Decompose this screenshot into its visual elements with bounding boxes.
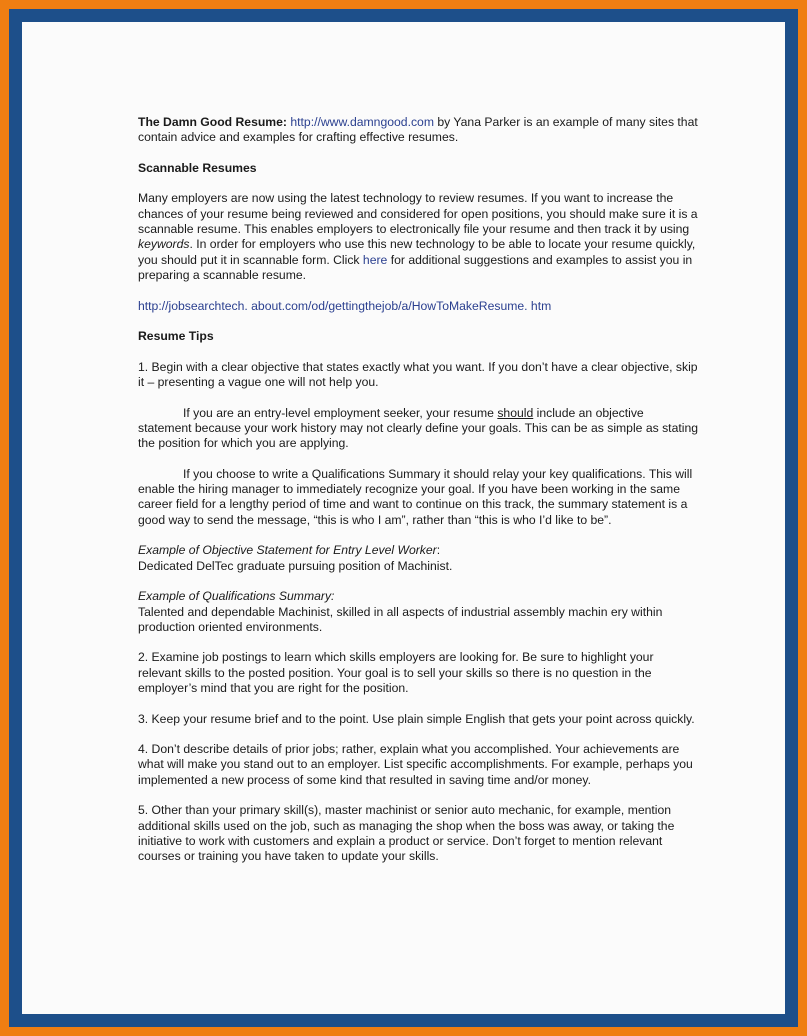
- should-emphasis: should: [497, 405, 534, 420]
- tip-2: 2. Examine job postings to learn which skills employers are looking for. Be sure to highlight your relevant skills to the posted position. Your goal is to sell your skills so there is no question in the employer’s mind that you are right for the position.: [138, 650, 654, 695]
- intro-title: The Damn Good Resume:: [138, 115, 287, 129]
- scannable-heading: Scannable Resumes: [138, 160, 257, 175]
- example-1-label: Example of Objective Statement for Entry Level Worker: [138, 543, 437, 558]
- intro-text: by Yana Parker is an example of many sites that contain advice and examples for crafting effective resumes.: [138, 115, 698, 145]
- tip-4: 4. Don’t describe details of prior jobs; rather, explain what you accomplished. Your achievements are what will make you stand out to an employer. List specific accomplishments. For example, perhaps you implemented a new process of some kind that resulted in saving time and/or money.: [138, 742, 693, 787]
- example-1: [138, 543, 698, 558]
- here-link[interactable]: here: [362, 252, 388, 267]
- keywords-term: keywords: [138, 237, 190, 252]
- scannable-paragraph: [138, 191, 698, 283]
- entry-text-b: include an objective statement because your work history may not clearly define your goals. This can be as simple as stating the position for which you are applying.: [138, 405, 698, 451]
- scannable-text-b: . In order for employers who use this new technology to be able to locate your resume quickly, you should put it in scannable form. Click: [138, 237, 696, 267]
- tip-1: 1. Begin with a clear objective that states exactly what you want. If you don’t have a clear objective, skip it – presenting a vague one will not help you.: [138, 359, 698, 390]
- damngood-link[interactable]: http://www.damngood.com: [290, 115, 434, 129]
- tip-5: 5. Other than your primary skill(s), master machinist or senior auto mechanic, for example, mention additional skills used on the job, such as managing the shop when the boss was away, or taking the initiative to work with customers and explain a product or service. Don’t forget to mention relevant courses or training you have taken to update your skills.: [138, 803, 675, 864]
- example-1-colon: :: [436, 543, 441, 558]
- jobsearchtech-link[interactable]: http://jobsearchtech. about.com/od/gettingthejob/a/HowToMakeResume. htm: [138, 298, 552, 313]
- qualifications-paragraph: If you choose to write a Qualifications Summary it should relay your key qualifications. This will enable the hiring manager to immediately recognize your goal. If you have been working in the same career field for a lengthy period of time and want to continue on this track, the summary statement is a good way to send the message, “this is who I am”, rather than “this is who I’d like to be”.: [138, 466, 693, 527]
- tips-heading: Resume Tips: [138, 329, 214, 344]
- example-2-text: Talented and dependable Machinist, skilled in all aspects of industrial assembly machin ery within production oriented environments.: [138, 604, 663, 634]
- tip-3: 3. Keep your resume brief and to the point. Use plain simple English that gets your point across quickly.: [138, 711, 695, 726]
- example-1-text: Dedicated DelTec graduate pursuing position of Machinist.: [138, 558, 453, 573]
- document-body: [138, 115, 698, 865]
- scannable-text-c: for additional suggestions and examples to assist you in preparing a scannable resume.: [138, 252, 693, 282]
- entry-text-a: If you are an entry-level employment seeker, your resume: [183, 405, 494, 420]
- example-2-label: Example of Qualifications Summary:: [138, 589, 335, 604]
- intro-paragraph: [138, 115, 698, 146]
- scannable-text-a: Many employers are now using the latest technology to review resumes. If you want to increase the chances of your resume being reviewed and considered for open positions, you should make sure it is a scannable resume. This enables employers to electronically file your resume and then track it by using: [138, 191, 698, 237]
- document-page: [22, 22, 785, 1014]
- entry-level-paragraph: [138, 406, 698, 452]
